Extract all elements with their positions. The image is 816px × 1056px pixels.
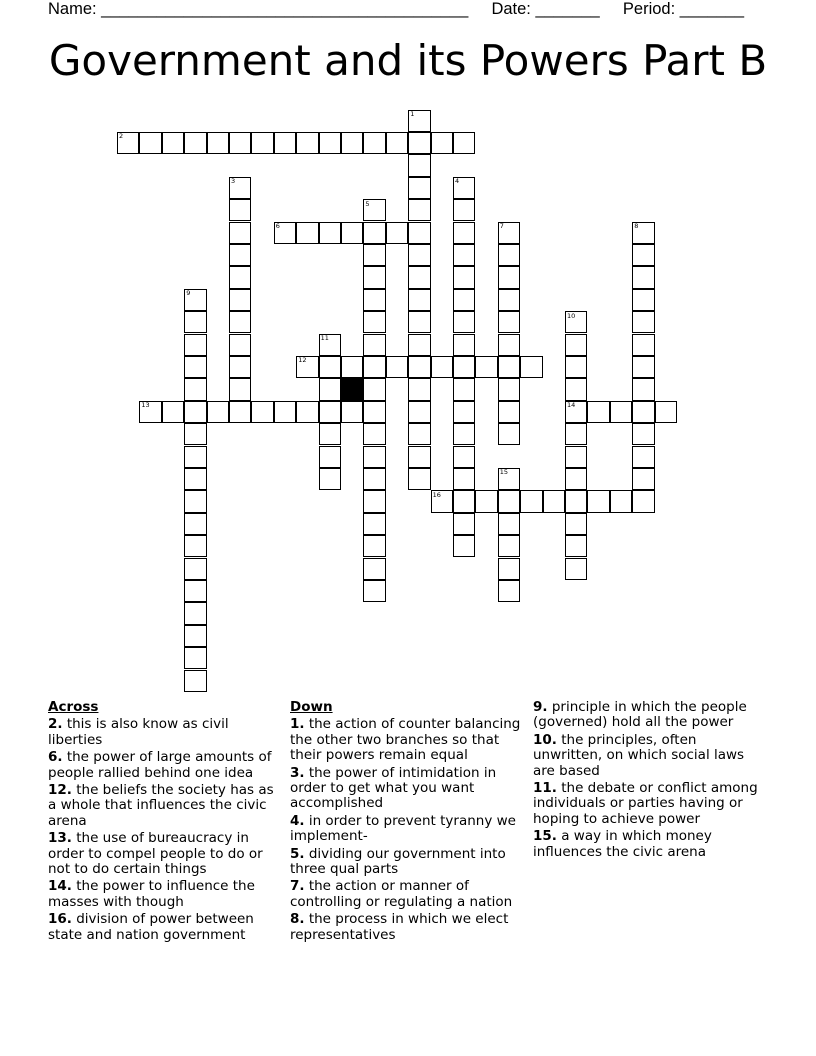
- grid-cell[interactable]: [632, 222, 654, 244]
- grid-cell[interactable]: [587, 401, 609, 423]
- grid-cell[interactable]: [453, 356, 475, 378]
- clue-text: the process in which we elect representatives: [290, 911, 509, 943]
- clue-number: 4.: [290, 812, 305, 829]
- grid-cell[interactable]: [498, 289, 520, 311]
- grid-cell[interactable]: [565, 558, 587, 580]
- clue-number: 6.: [48, 749, 63, 766]
- cell-number: 12: [298, 356, 307, 365]
- grid-cell[interactable]: [184, 378, 206, 400]
- grid-cell[interactable]: [453, 289, 475, 311]
- clue-item: [48, 831, 283, 877]
- clue-number: 1.: [290, 716, 305, 733]
- grid-cell[interactable]: [408, 222, 430, 244]
- grid-cell[interactable]: [431, 356, 453, 378]
- clue-text: the beliefs the society has as a whole that influences the civic arena: [48, 782, 274, 829]
- clue-item: [290, 912, 525, 943]
- grid-cell[interactable]: [319, 378, 341, 400]
- grid-cell[interactable]: [565, 423, 587, 445]
- grid-cell[interactable]: [408, 401, 430, 423]
- grid-cell[interactable]: [565, 401, 587, 423]
- grid-cell[interactable]: [229, 199, 251, 221]
- cell-number: 16: [432, 490, 441, 499]
- grid-cell[interactable]: [498, 558, 520, 580]
- grid-cell[interactable]: [363, 266, 385, 288]
- clue-number: 8.: [290, 911, 305, 928]
- clue-item: [533, 700, 768, 731]
- grid-cell[interactable]: [431, 490, 453, 512]
- grid-cell[interactable]: [363, 423, 385, 445]
- clue-item: [290, 814, 525, 845]
- grid-cell[interactable]: [274, 401, 296, 423]
- clue-text: the power of intimidation in order to get what you want accomplished: [290, 764, 497, 812]
- cell-number: 9: [186, 289, 191, 298]
- cell-number: 1: [410, 110, 415, 118]
- grid-cell[interactable]: [453, 535, 475, 557]
- clue-number: 16.: [48, 911, 72, 928]
- grid-cell[interactable]: [296, 356, 318, 378]
- clue-number: 3.: [290, 764, 305, 781]
- grid-cell[interactable]: [408, 311, 430, 333]
- clue-item: [48, 879, 283, 910]
- grid-cell[interactable]: [274, 132, 296, 154]
- clue-item: [533, 829, 768, 860]
- grid-cell[interactable]: [498, 244, 520, 266]
- grid-cell[interactable]: [453, 334, 475, 356]
- cell-number: 6: [275, 222, 280, 230]
- grid-cell[interactable]: [363, 401, 385, 423]
- grid-cell[interactable]: [453, 244, 475, 266]
- grid-cell[interactable]: [453, 446, 475, 468]
- grid-cell[interactable]: [408, 244, 430, 266]
- grid-cell[interactable]: [319, 446, 341, 468]
- grid-cell[interactable]: [408, 334, 430, 356]
- grid-cell[interactable]: [453, 513, 475, 535]
- clue-number: 5.: [290, 845, 305, 862]
- grid-cell[interactable]: [184, 289, 206, 311]
- grid-cell[interactable]: [655, 401, 677, 423]
- cell-number: 2: [119, 132, 124, 141]
- grid-cell[interactable]: [363, 378, 385, 400]
- grid-cell[interactable]: [386, 132, 408, 154]
- clue-text: the power to influence the masses with though: [48, 878, 255, 910]
- grid-cell[interactable]: [453, 177, 475, 199]
- grid-cell[interactable]: [207, 132, 229, 154]
- grid-cell[interactable]: [632, 289, 654, 311]
- grid-cell[interactable]: [408, 468, 430, 490]
- grid-cell[interactable]: [363, 513, 385, 535]
- grid-cell[interactable]: [229, 266, 251, 288]
- grid-cell[interactable]: [408, 356, 430, 378]
- grid-cell[interactable]: [229, 401, 251, 423]
- clue-number: 2.: [48, 716, 63, 733]
- grid-cell[interactable]: [341, 401, 363, 423]
- clue-item: [290, 879, 525, 910]
- grid-cell[interactable]: [498, 513, 520, 535]
- grid-cell[interactable]: [408, 154, 430, 176]
- grid-cell[interactable]: [453, 266, 475, 288]
- grid-cell[interactable]: [184, 423, 206, 445]
- clue-text: a way in which money influences the civic arena: [533, 828, 712, 860]
- grid-cell[interactable]: [520, 490, 542, 512]
- grid-cell[interactable]: [296, 222, 318, 244]
- grid-cell[interactable]: [565, 535, 587, 557]
- grid-cell[interactable]: [475, 490, 497, 512]
- grid-cell[interactable]: [587, 490, 609, 512]
- cell-number: 13: [141, 401, 150, 410]
- grid-cell[interactable]: [498, 266, 520, 288]
- cell-number: 8: [634, 222, 639, 230]
- clue-item: [533, 781, 768, 827]
- grid-cell[interactable]: [498, 401, 520, 423]
- cell-number: 4: [455, 177, 460, 186]
- grid-cell[interactable]: [341, 222, 363, 244]
- grid-cell[interactable]: [184, 356, 206, 378]
- grid-cell[interactable]: [565, 311, 587, 333]
- clue-item: [48, 783, 283, 829]
- grid-cell[interactable]: [610, 490, 632, 512]
- grid-cell[interactable]: [319, 468, 341, 490]
- grid-cell[interactable]: [453, 199, 475, 221]
- grid-cell[interactable]: [453, 468, 475, 490]
- grid-cell[interactable]: [162, 401, 184, 423]
- grid-cell[interactable]: [341, 132, 363, 154]
- grid-cell[interactable]: [386, 222, 408, 244]
- grid-cell[interactable]: [363, 289, 385, 311]
- grid-cell[interactable]: [251, 132, 273, 154]
- grid-cell[interactable]: [386, 356, 408, 378]
- grid-cell[interactable]: [229, 222, 251, 244]
- grid-cell[interactable]: [184, 602, 206, 624]
- cell-number: 15: [499, 468, 509, 477]
- grid-cell[interactable]: [453, 401, 475, 423]
- grid-cell[interactable]: [632, 468, 654, 490]
- clue-item: [48, 750, 283, 781]
- grid-cell[interactable]: [408, 132, 430, 154]
- clue-number: 10.: [533, 731, 557, 748]
- grid-cell[interactable]: [498, 334, 520, 356]
- grid-cell[interactable]: [363, 356, 385, 378]
- grid-cell[interactable]: [498, 580, 520, 602]
- clue-text: the power of large amounts of people rallied behind one idea: [48, 749, 272, 781]
- cell-number: 14: [567, 401, 576, 410]
- down-clues-continued: [533, 700, 768, 862]
- grid-cell[interactable]: [139, 132, 161, 154]
- grid-cell[interactable]: [632, 378, 654, 400]
- grid-cell[interactable]: [632, 401, 654, 423]
- clue-number: 13.: [48, 830, 72, 847]
- grid-cell[interactable]: [408, 289, 430, 311]
- grid-cell[interactable]: [229, 334, 251, 356]
- grid-cell[interactable]: [363, 222, 385, 244]
- grid-cell[interactable]: [363, 199, 385, 221]
- clue-text: in order to prevent tyranny we implement-: [290, 812, 516, 845]
- grid-cell[interactable]: [408, 423, 430, 445]
- grid-cell[interactable]: [408, 199, 430, 221]
- clue-number: 9.: [533, 699, 548, 715]
- grid-cell[interactable]: [184, 311, 206, 333]
- grid-cell[interactable]: [453, 132, 475, 154]
- grid-cell[interactable]: [610, 401, 632, 423]
- grid-cell[interactable]: [207, 401, 229, 423]
- grid-cell[interactable]: [319, 222, 341, 244]
- clue-item: [533, 733, 768, 779]
- grid-cell[interactable]: [274, 222, 296, 244]
- grid-cell[interactable]: [632, 490, 654, 512]
- grid-cell[interactable]: [498, 535, 520, 557]
- grid-cell[interactable]: [184, 446, 206, 468]
- grid-cell[interactable]: [184, 647, 206, 669]
- grid-cell[interactable]: [363, 132, 385, 154]
- grid-cell[interactable]: [475, 356, 497, 378]
- grid-cell[interactable]: [431, 132, 453, 154]
- grid-cell[interactable]: [498, 378, 520, 400]
- name-field-label[interactable]: Name: ________________________________________: [48, 0, 469, 18]
- clue-text: division of power between state and nation government: [48, 911, 254, 943]
- grid-cell[interactable]: [565, 446, 587, 468]
- grid-cell[interactable]: [632, 244, 654, 266]
- grid-cell[interactable]: [319, 423, 341, 445]
- cell-number: 11: [320, 334, 329, 342]
- grid-cell[interactable]: [363, 580, 385, 602]
- across-clues: [48, 700, 283, 945]
- black-cell: [341, 378, 363, 400]
- grid-cell[interactable]: [565, 334, 587, 356]
- grid-cell[interactable]: [498, 222, 520, 244]
- grid-cell[interactable]: [319, 132, 341, 154]
- grid-cell[interactable]: [229, 356, 251, 378]
- clue-text: principle in which the people (governed) hold all the power: [533, 699, 747, 731]
- clue-text: the action or manner of controlling or regulating a nation: [290, 878, 513, 910]
- clue-item: [290, 766, 525, 812]
- cell-number: 5: [365, 199, 370, 208]
- grid-cell[interactable]: [184, 401, 206, 423]
- student-info-header: [48, 0, 744, 19]
- grid-cell[interactable]: [363, 490, 385, 512]
- grid-cell[interactable]: [565, 468, 587, 490]
- clue-number: 11.: [533, 780, 557, 797]
- clue-text: this is also know as civil liberties: [48, 716, 229, 748]
- grid-cell[interactable]: [184, 558, 206, 580]
- grid-cell[interactable]: [632, 423, 654, 445]
- grid-cell[interactable]: [565, 513, 587, 535]
- grid-cell[interactable]: [296, 401, 318, 423]
- grid-cell[interactable]: [520, 356, 542, 378]
- grid-cell[interactable]: [498, 490, 520, 512]
- date-field-label[interactable]: Date: _______: [491, 0, 600, 18]
- grid-cell[interactable]: [251, 401, 273, 423]
- grid-cell[interactable]: [498, 356, 520, 378]
- grid-cell[interactable]: [408, 177, 430, 199]
- clue-text: the use of bureaucracy in order to compel people to do or not to do certain things: [48, 830, 263, 878]
- grid-cell[interactable]: [184, 513, 206, 535]
- grid-cell[interactable]: [363, 468, 385, 490]
- across-heading: Across: [48, 699, 99, 715]
- clue-item: [290, 847, 525, 878]
- grid-cell[interactable]: [363, 535, 385, 557]
- grid-cell[interactable]: [184, 468, 206, 490]
- grid-cell[interactable]: [498, 468, 520, 490]
- grid-cell[interactable]: [117, 132, 139, 154]
- grid-cell[interactable]: [184, 670, 206, 692]
- grid-cell[interactable]: [162, 132, 184, 154]
- grid-cell[interactable]: [453, 222, 475, 244]
- grid-cell[interactable]: [453, 490, 475, 512]
- grid-cell[interactable]: [319, 356, 341, 378]
- down-heading: Down: [290, 699, 333, 715]
- grid-cell[interactable]: [565, 378, 587, 400]
- cell-number: 10: [567, 311, 576, 320]
- grid-cell[interactable]: [453, 311, 475, 333]
- grid-cell[interactable]: [184, 490, 206, 512]
- clue-text: the principles, often unwritten, on which social laws are based: [533, 731, 745, 779]
- grid-cell[interactable]: [229, 132, 251, 154]
- clue-number: 14.: [48, 878, 72, 895]
- grid-cell[interactable]: [319, 401, 341, 423]
- clue-text: dividing our government into three qual parts: [290, 845, 506, 878]
- grid-cell[interactable]: [565, 356, 587, 378]
- grid-cell[interactable]: [498, 311, 520, 333]
- clue-item: [290, 717, 525, 763]
- grid-cell[interactable]: [341, 356, 363, 378]
- grid-cell[interactable]: [453, 378, 475, 400]
- clue-text: the action of counter balancing the other two branches so that their powers remain equal: [290, 716, 521, 764]
- grid-cell[interactable]: [296, 132, 318, 154]
- grid-cell[interactable]: [363, 446, 385, 468]
- period-field-label[interactable]: Period: _______: [622, 0, 744, 18]
- clue-item: [48, 717, 283, 748]
- grid-cell[interactable]: [184, 535, 206, 557]
- cell-number: 7: [499, 222, 504, 230]
- grid-cell[interactable]: [363, 334, 385, 356]
- grid-cell[interactable]: [363, 311, 385, 333]
- cell-number: 3: [231, 177, 236, 186]
- grid-cell[interactable]: [543, 490, 565, 512]
- clue-number: 7.: [290, 878, 305, 895]
- grid-cell[interactable]: [184, 580, 206, 602]
- grid-cell[interactable]: [229, 378, 251, 400]
- grid-cell[interactable]: [632, 356, 654, 378]
- grid-cell[interactable]: [229, 311, 251, 333]
- clue-text: the debate or conflict among individuals or parties having or hoping to achieve power: [533, 780, 758, 827]
- grid-cell[interactable]: [632, 266, 654, 288]
- grid-cell[interactable]: [632, 446, 654, 468]
- clue-number: 12.: [48, 782, 72, 799]
- grid-cell[interactable]: [408, 110, 430, 132]
- grid-cell[interactable]: [363, 558, 385, 580]
- grid-cell[interactable]: [408, 266, 430, 288]
- grid-cell[interactable]: [565, 490, 587, 512]
- grid-cell[interactable]: [229, 289, 251, 311]
- grid-cell[interactable]: [453, 423, 475, 445]
- grid-cell[interactable]: [498, 423, 520, 445]
- grid-cell[interactable]: [319, 334, 341, 356]
- grid-cell[interactable]: [184, 334, 206, 356]
- clue-number: 15.: [533, 828, 557, 845]
- page-title: Government and its Powers Part B: [48, 36, 768, 85]
- grid-cell[interactable]: [408, 446, 430, 468]
- clue-item: [48, 912, 283, 943]
- grid-cell[interactable]: [184, 132, 206, 154]
- grid-cell[interactable]: [632, 311, 654, 333]
- grid-cell[interactable]: [229, 244, 251, 266]
- grid-cell[interactable]: [632, 334, 654, 356]
- grid-cell[interactable]: [139, 401, 161, 423]
- grid-cell[interactable]: [408, 378, 430, 400]
- grid-cell[interactable]: [184, 625, 206, 647]
- grid-cell[interactable]: [229, 177, 251, 199]
- grid-cell[interactable]: [363, 244, 385, 266]
- down-clues: [290, 700, 525, 945]
